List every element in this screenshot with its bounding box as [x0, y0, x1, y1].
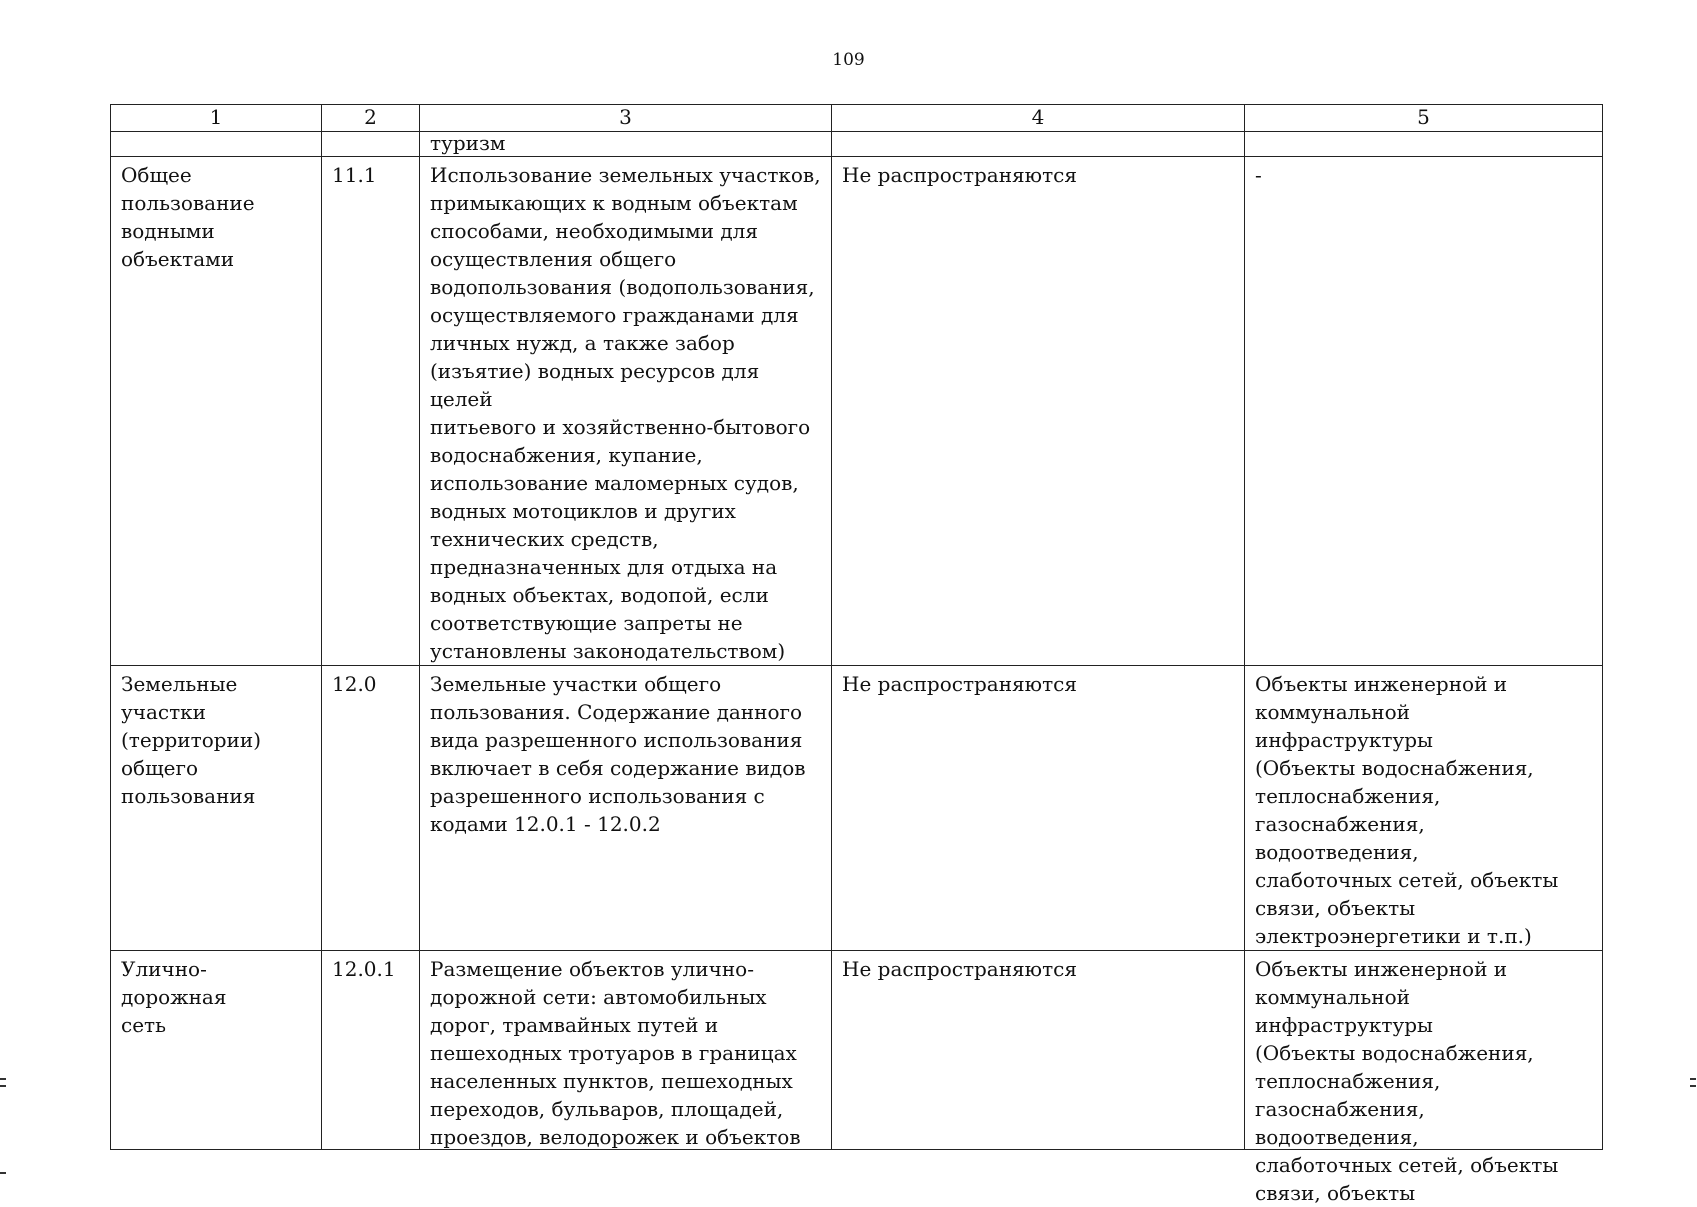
table-cell — [832, 132, 1245, 157]
use-type-name: Земельные участки (территории) общего пользования — [111, 666, 322, 951]
table-row — [111, 951, 1603, 1150]
use-type-name: Улично-дорожная сеть — [121, 957, 227, 1037]
left-edge-mark — [0, 1172, 6, 1174]
table-row — [111, 666, 1603, 951]
left-edge-mark — [0, 1078, 6, 1080]
table-header-row — [111, 105, 1603, 132]
use-type-description: Земельные участки общего пользования. Содержание данного вида разрешенного использования включает в себя содержание видов разрешенного использования с кодами 12.0.1 - 12.0.2 — [420, 666, 832, 951]
continuation-row — [111, 132, 1603, 157]
use-type-code: 11.1 — [322, 157, 420, 666]
land-use-table — [110, 104, 1603, 1205]
column-5-value: Объекты инженерной и коммунальной инфраструктуры (Объекты водоснабжения, теплоснабжения, газоснабжения, водоотведения, слаботочных сетей, объекты связи, объекты — [1255, 957, 1559, 1205]
column-header-4: 4 — [832, 105, 1245, 132]
use-type-code: 12.0.1 — [332, 957, 396, 981]
table-cell — [322, 132, 420, 157]
use-type-description-cell — [420, 951, 832, 1150]
use-type-description: Размещение объектов улично- дорожной сети: автомобильных дорог, трамвайных путей и пешеходных тротуаров в границах населенных пунктов, пешеходных переходов, бульваров, площадей, проездов, велодорожек и объектов — [430, 957, 801, 1149]
column-4-value: Не распространяются — [832, 157, 1245, 666]
use-type-code: 12.0 — [322, 666, 420, 951]
table-cell: туризм — [420, 132, 832, 157]
column-header-3: 3 — [420, 105, 832, 132]
column-4-value: Не распространяются — [832, 666, 1245, 951]
column-5-value: Объекты инженерной и коммунальной инфраструктуры (Объекты водоснабжения, теплоснабжения, газоснабжения, водоотведения, слаботочных сетей, объекты связи, объекты электроэнергетики и т.п.) — [1245, 666, 1603, 951]
use-type-description: Использование земельных участков, примыкающих к водным объектам способами, необходимыми для осуществления общего водопользования (водопользования, осуществляемого гражданами для личных нужд, а также забор (изъятие) водных ресурсов для целей питьевого и хозяйственно-бытового водоснабжения, купание, использование маломерных судов, водных мотоциклов и других технических средств, предназначенных для отдыха на водных объектах, водопой, если соответствующие запреты не установлены законодательством) — [420, 157, 832, 666]
page-number: 109 — [832, 50, 865, 70]
right-edge-mark — [1690, 1085, 1696, 1087]
column-header-5: 5 — [1245, 105, 1603, 132]
column-4-cell — [832, 951, 1245, 1150]
right-edge-mark — [1690, 1078, 1696, 1080]
use-type-code-cell — [322, 951, 420, 1150]
use-type-name-cell — [111, 951, 322, 1150]
column-header-1: 1 — [111, 105, 322, 132]
use-type-name: Общее пользование водными объектами — [111, 157, 322, 666]
table-cell — [1245, 132, 1603, 157]
column-5-value: - — [1245, 157, 1603, 666]
left-edge-mark — [0, 1085, 6, 1087]
table-row — [111, 157, 1603, 666]
column-4-value: Не распространяются — [842, 957, 1077, 981]
column-5-cell — [1245, 951, 1603, 1205]
column-header-2: 2 — [322, 105, 420, 132]
table-cell — [111, 132, 322, 157]
